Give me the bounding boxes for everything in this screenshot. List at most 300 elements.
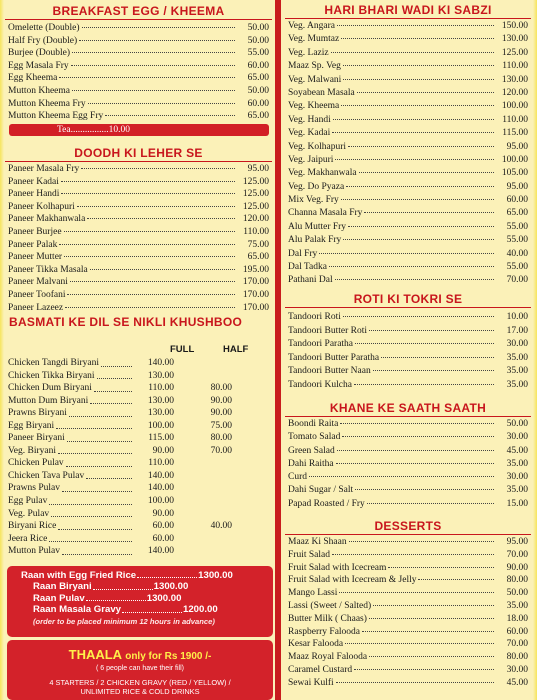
biryani-full-price: 110.00 — [148, 383, 174, 394]
menu-item-row — [288, 167, 528, 180]
leader-dots — [105, 115, 235, 116]
menu-item-row — [8, 35, 269, 48]
leader-dots — [65, 307, 235, 308]
menu-item-price: 130.00 — [501, 34, 528, 45]
menu-item-name: Dal Tadka — [288, 262, 327, 273]
biryani-item-row — [8, 545, 269, 558]
menu-item-price: 35.00 — [506, 366, 528, 377]
menu-item-row — [288, 471, 528, 484]
biryani-half-price: 90.00 — [210, 408, 232, 419]
menu-item-price: 60.00 — [506, 626, 528, 637]
biryani-item-row — [8, 457, 269, 470]
biryani-item-name-cell — [8, 482, 134, 495]
biryani-item-name-cell — [8, 520, 134, 533]
menu-item-price: 50.00 — [247, 85, 269, 96]
menu-item-name: Veg. Do Pyaza — [288, 181, 345, 192]
menu-item-row — [8, 60, 269, 73]
thaala-box — [7, 640, 273, 700]
menu-item-name: Tandoori Butter Paratha — [288, 352, 380, 363]
menu-item-price: 15.00 — [506, 498, 528, 509]
biryani-item-name: Biryani Rice — [8, 521, 57, 532]
biryani-item-row — [8, 370, 269, 383]
menu-item-price: 110.00 — [243, 226, 269, 237]
biryani-item-row — [8, 508, 269, 521]
leader-dots — [58, 445, 132, 455]
biryani-full-price: 110.00 — [148, 458, 174, 469]
biryani-half-price: 75.00 — [210, 420, 232, 431]
tea-name: Tea — [57, 125, 71, 135]
leader-dots — [359, 172, 494, 173]
menu-item-name: Veg. Handi — [288, 114, 331, 125]
menu-item-price: 170.00 — [242, 302, 269, 313]
biryani-item-row — [8, 357, 269, 370]
menu-item-price: 45.00 — [506, 677, 528, 688]
doodh-title: DOODH KI LEHER SE — [74, 146, 203, 160]
menu-item-price: 120.00 — [501, 87, 528, 98]
menu-item-name: Fruit Salad with Icecream & Jelly — [288, 575, 417, 586]
leader-dots — [364, 212, 494, 213]
leader-dots — [343, 65, 494, 66]
biryani-item-name: Paneer Biryani — [8, 433, 65, 444]
menu-item-name: Veg. Kadai — [288, 128, 331, 139]
leader-dots — [367, 503, 494, 504]
biryani-item-name-cell — [8, 420, 134, 433]
thaala-offer: only for Rs 1900 /- — [125, 651, 212, 662]
menu-item-price: 30.00 — [506, 664, 528, 675]
raan-item-price: 1300.00 — [153, 581, 189, 593]
doodh-list — [8, 163, 269, 314]
menu-item-name: Alu Mutter Fry — [288, 221, 347, 232]
menu-item-price: 35.00 — [506, 485, 528, 496]
raan-box — [7, 566, 273, 637]
menu-item-name: Burjee (Double) — [8, 48, 70, 59]
menu-item-row — [288, 274, 528, 287]
biryani-item-name: Veg. Biryani — [8, 445, 57, 456]
menu-item-name: Paneer Mutter — [8, 252, 63, 263]
menu-item-row — [288, 325, 528, 339]
menu-item-price: 170.00 — [242, 277, 269, 288]
menu-item-price: 30.00 — [506, 432, 528, 443]
menu-item-price: 55.00 — [506, 221, 528, 232]
menu-item-price: 120.00 — [242, 214, 269, 225]
menu-item-row — [288, 574, 528, 587]
menu-item-name: Fruit Salad — [288, 549, 330, 560]
biryani-item-row — [8, 395, 269, 408]
full-column-header: FULL — [170, 344, 195, 355]
biryani-item-name-cell — [8, 432, 134, 445]
leader-dots — [62, 482, 132, 492]
leader-dots — [67, 294, 235, 295]
leader-dots — [355, 489, 494, 490]
saath-title: KHANE KE SAATH SAATH — [329, 401, 487, 415]
leader-dots — [49, 495, 132, 505]
biryani-item-name-cell — [8, 533, 134, 546]
divider — [285, 416, 531, 417]
leader-dots — [331, 52, 494, 53]
menu-item-price: 10.00 — [506, 312, 528, 322]
leader-dots — [137, 567, 197, 578]
biryani-item-row — [8, 420, 269, 433]
menu-item-row — [288, 221, 528, 234]
biryani-item-row — [8, 382, 269, 395]
leader-dots — [90, 269, 235, 270]
menu-item-row — [288, 154, 528, 167]
menu-item-row — [8, 251, 269, 264]
leader-dots — [79, 40, 235, 41]
menu-item-price: 55.00 — [506, 262, 528, 273]
leader-dots — [101, 357, 132, 367]
biryani-full-price: 130.00 — [147, 395, 174, 406]
menu-item-price: 60.00 — [506, 195, 528, 206]
menu-item-row — [288, 47, 528, 60]
menu-item-name: Alu Palak Fry — [288, 235, 342, 246]
biryani-item-name-cell — [8, 407, 134, 420]
menu-item-row — [288, 484, 528, 497]
menu-item-row — [8, 98, 269, 111]
menu-item-name: Paneer Kolhapuri — [8, 201, 75, 212]
leader-dots — [362, 631, 494, 632]
divider — [5, 161, 272, 162]
menu-item-name: Maaz Sp. Veg — [288, 61, 341, 72]
leader-dots — [332, 554, 494, 555]
biryani-item-name-cell — [8, 495, 134, 508]
biryani-item-row — [8, 445, 269, 458]
raan-item-row — [7, 604, 273, 615]
menu-item-price: 55.00 — [247, 48, 269, 59]
biryani-item-name: Egg Pulav — [8, 496, 48, 507]
raan-item-price: 1300.00 — [146, 592, 182, 604]
menu-item-name: Paneer Malvani — [8, 277, 68, 288]
menu-item-name: Paneer Toofani — [8, 289, 66, 300]
leader-dots — [335, 279, 494, 280]
leader-dots — [343, 79, 494, 80]
biryani-full-price: 130.00 — [147, 408, 174, 419]
menu-item-price: 65.00 — [247, 73, 269, 84]
biryani-title: BASMATI KE DIL SE NIKLI KHUSHBOO — [9, 315, 243, 329]
menu-item-row — [288, 261, 528, 274]
biryani-item-row — [8, 482, 269, 495]
leader-dots — [81, 168, 235, 169]
biryani-item-name-cell — [8, 470, 134, 483]
menu-item-row — [288, 613, 528, 626]
menu-item-price: 60.00 — [247, 98, 269, 109]
leader-dots — [349, 541, 494, 542]
roti-list — [288, 311, 528, 393]
biryani-full-price: 100.00 — [147, 496, 174, 507]
menu-item-price: 35.00 — [506, 600, 528, 611]
menu-item-row — [8, 110, 269, 123]
thaala-title: THAALA — [68, 647, 122, 662]
leader-dots — [64, 256, 235, 257]
menu-item-price: 95.00 — [247, 164, 269, 174]
biryani-half-price: 70.00 — [210, 445, 232, 456]
menu-item-price: 90.00 — [506, 562, 528, 573]
menu-item-price: 95.00 — [506, 141, 528, 152]
menu-item-row — [288, 127, 528, 140]
leader-dots — [97, 370, 132, 380]
menu-item-price: 100.00 — [501, 154, 528, 165]
menu-item-row — [288, 600, 528, 613]
menu-item-row — [8, 188, 269, 201]
biryani-item-name-cell — [8, 445, 134, 458]
menu-item-price: 30.00 — [506, 472, 528, 483]
leader-dots — [93, 578, 153, 589]
menu-item-name: Omelette (Double) — [8, 23, 80, 33]
menu-item-row — [288, 87, 528, 100]
leader-dots — [58, 520, 132, 530]
menu-item-name: Green Salad — [288, 445, 335, 456]
menu-item-row — [288, 20, 528, 33]
menu-item-name: Half Fry (Double) — [8, 35, 78, 46]
menu-item-name: Fruit Salad with Icecream — [288, 562, 387, 573]
menu-item-price: 30.00 — [506, 339, 528, 350]
menu-item-price: 80.00 — [506, 652, 528, 663]
menu-item-price: 130.00 — [501, 74, 528, 85]
leader-dots — [336, 682, 494, 683]
biryani-item-name-cell — [8, 508, 134, 521]
biryani-item-name: Egg Biryani — [8, 420, 55, 431]
leader-dots — [86, 590, 146, 601]
menu-item-name: Paneer Kadai — [8, 176, 59, 187]
menu-item-name: Lassi (Sweet / Salted) — [288, 600, 372, 611]
leader-dots — [348, 226, 494, 227]
leader-dots — [373, 370, 494, 371]
menu-item-price: 60.00 — [247, 60, 269, 71]
menu-item-price: 115.00 — [502, 128, 528, 139]
menu-item-price: 125.00 — [501, 47, 528, 58]
leader-dots — [122, 601, 182, 612]
biryani-full-price: 140.00 — [147, 358, 174, 368]
biryani-item-name-cell — [8, 457, 134, 470]
menu-item-row — [8, 264, 269, 277]
thaala-line-2: UNLIMITED RICE & COLD DRINKS — [80, 687, 200, 696]
menu-item-name: Paneer Handi — [8, 189, 60, 200]
menu-item-name: Soyabean Masala — [288, 87, 355, 98]
leader-dots — [336, 463, 494, 464]
menu-item-price: 70.00 — [506, 549, 528, 560]
menu-item-name: Veg. Kolhapuri — [288, 141, 347, 152]
leader-dots — [82, 27, 236, 28]
biryani-half-price: 80.00 — [210, 383, 232, 394]
menu-item-name: Caramel Custard — [288, 664, 353, 675]
menu-item-name: Tandoori Butter Naan — [288, 366, 371, 377]
biryani-item-name: Chicken Pulav — [8, 458, 64, 469]
menu-item-price: 110.00 — [502, 61, 528, 72]
thaala-people: ( 6 people can have their fill) — [96, 665, 184, 672]
leader-dots — [77, 206, 235, 207]
menu-item-row — [288, 352, 528, 366]
biryani-item-name: Veg. Pulav — [8, 508, 50, 519]
biryani-item-row — [8, 495, 269, 508]
leader-dots — [346, 186, 494, 187]
menu-item-row — [288, 587, 528, 600]
leader-dots — [332, 132, 494, 133]
biryani-full-price: 90.00 — [152, 508, 174, 519]
menu-item-row — [8, 72, 269, 85]
menu-item-row — [8, 22, 269, 35]
leader-dots — [329, 266, 494, 267]
roti-title: ROTI KI TOKRI SE — [353, 292, 463, 306]
menu-item-name: Tandoori Roti — [288, 312, 341, 322]
desserts-list — [288, 536, 528, 690]
tea-price: 10.00 — [108, 125, 130, 135]
leader-dots — [337, 450, 494, 451]
leader-dots — [59, 77, 235, 78]
leader-dots — [66, 457, 132, 467]
biryani-full-price: 60.00 — [152, 533, 174, 544]
leader-dots — [341, 105, 494, 106]
biryani-item-row — [8, 407, 269, 420]
menu-item-name: Dahi Sugar / Salt — [288, 485, 354, 496]
biryani-full-price: 140.00 — [147, 483, 174, 494]
biryani-item-name: Mutton Pulav — [8, 546, 60, 557]
menu-item-row — [288, 33, 528, 46]
biryani-full-price: 140.00 — [147, 546, 174, 557]
leader-dots — [418, 579, 494, 580]
leader-dots — [49, 533, 132, 543]
leader-dots — [337, 25, 494, 26]
menu-item-row — [288, 234, 528, 247]
menu-item-row — [8, 302, 269, 315]
menu-item-name: Maaz Royal Falooda — [288, 652, 368, 663]
biryani-full-price: 90.00 — [152, 445, 174, 456]
menu-item-price: 125.00 — [242, 201, 269, 212]
menu-item-price: 50.00 — [247, 35, 269, 46]
leader-dots — [335, 159, 494, 160]
menu-item-row — [288, 562, 528, 575]
raan-item-name: Raan Pulav — [33, 592, 85, 604]
tea-dots: ................ — [70, 125, 109, 135]
leader-dots — [343, 316, 494, 317]
leader-dots — [69, 407, 132, 417]
menu-item-price: 45.00 — [506, 445, 528, 456]
biryani-item-name: Mutton Dum Biryani — [8, 395, 89, 406]
menu-item-name: Raspberry Falooda — [288, 626, 361, 637]
leader-dots — [355, 343, 494, 344]
menu-item-row — [288, 549, 528, 562]
biryani-item-row — [8, 520, 269, 533]
biryani-item-name-cell — [8, 545, 134, 558]
menu-item-price: 110.00 — [502, 114, 528, 125]
leader-dots — [341, 199, 494, 200]
menu-item-price: 18.00 — [506, 613, 528, 624]
leader-dots — [72, 90, 235, 91]
leader-dots — [309, 476, 494, 477]
leader-dots — [70, 281, 235, 282]
leader-dots — [341, 38, 494, 39]
menu-item-row — [288, 536, 528, 549]
leader-dots — [339, 592, 494, 593]
menu-item-row — [288, 445, 528, 458]
biryani-item-name: Prawns Biryani — [8, 408, 67, 419]
menu-item-price: 100.00 — [501, 101, 528, 112]
half-column-header: HALF — [223, 344, 249, 355]
raan-item-price: 1200.00 — [183, 604, 218, 616]
menu-item-row — [8, 276, 269, 289]
biryani-item-name: Chicken Tava Pulav — [8, 470, 85, 481]
biryani-item-row — [8, 432, 269, 445]
menu-item-row — [8, 201, 269, 214]
menu-item-row — [288, 114, 528, 127]
menu-item-name: Papad Roasted / Fry — [288, 498, 365, 509]
biryani-item-row — [8, 533, 269, 546]
menu-item-name: Sewai Kulfi — [288, 677, 334, 688]
menu-item-price: 35.00 — [506, 352, 528, 363]
biryani-half-price: 80.00 — [210, 433, 232, 444]
divider — [285, 18, 531, 19]
menu-item-name: Egg Masala Fry — [8, 60, 69, 71]
menu-item-price: 50.00 — [506, 419, 528, 429]
leader-dots — [340, 423, 494, 424]
menu-item-name: Veg. Kheema — [288, 101, 340, 112]
leader-dots — [90, 395, 132, 405]
menu-item-price: 70.00 — [506, 275, 528, 286]
menu-item-name: Veg. Jaipuri — [288, 154, 334, 165]
menu-item-price: 35.00 — [506, 458, 528, 469]
leader-dots — [72, 52, 235, 53]
menu-item-row — [288, 638, 528, 651]
menu-item-row — [8, 289, 269, 302]
menu-item-name: Paneer Palak — [8, 239, 58, 250]
menu-item-name: Maaz Ki Shaan — [288, 537, 347, 547]
leader-dots — [87, 218, 235, 219]
menu-item-price: 80.00 — [506, 575, 528, 586]
leader-dots — [61, 181, 235, 182]
biryani-full-price: 100.00 — [147, 420, 174, 431]
menu-item-name: Tandoori Butter Roti — [288, 325, 368, 336]
leader-dots — [319, 253, 494, 254]
menu-item-price: 75.00 — [247, 239, 269, 250]
menu-item-name: Veg. Malwani — [288, 74, 342, 85]
menu-item-price: 50.00 — [506, 588, 528, 599]
divider — [285, 307, 531, 308]
menu-item-price: 50.00 — [247, 23, 269, 33]
menu-item-row — [288, 365, 528, 379]
menu-item-name: Butter Milk ( Chaas) — [288, 613, 367, 624]
menu-item-name: Mango Lassi — [288, 588, 338, 599]
menu-item-price: 65.00 — [247, 252, 269, 263]
leader-dots — [369, 618, 494, 619]
leader-dots — [61, 193, 235, 194]
menu-item-name: Dahi Raitha — [288, 458, 334, 469]
leader-dots — [388, 567, 494, 568]
biryani-full-price: 115.00 — [148, 433, 174, 444]
menu-item-row — [8, 47, 269, 60]
menu-item-price: 95.00 — [506, 537, 528, 547]
divider — [5, 19, 272, 20]
leader-dots — [373, 605, 494, 606]
menu-item-row — [288, 418, 528, 431]
menu-item-name: Channa Masala Fry — [288, 208, 363, 219]
leader-dots — [71, 65, 235, 66]
menu-item-name: Paneer Burjee — [8, 226, 62, 237]
menu-item-name: Dal Fry — [288, 248, 318, 259]
raan-item-name: Raan with Egg Fried Rice — [21, 570, 137, 581]
menu-item-name: Mix Veg. Fry — [288, 195, 339, 206]
menu-item-row — [288, 100, 528, 113]
leader-dots — [62, 545, 132, 555]
biryani-item-name-cell — [8, 370, 134, 383]
menu-item-name: Tomato Salad — [288, 432, 341, 443]
breakfast-title: BREAKFAST EGG / KHEEMA — [52, 4, 225, 18]
menu-item-name: Veg. Mumtaz — [288, 34, 340, 45]
menu-item-name: Mutton Kheema Egg Fry — [8, 111, 104, 122]
menu-item-row — [8, 226, 269, 239]
leader-dots — [342, 436, 494, 437]
biryani-item-name-cell — [8, 382, 134, 395]
biryani-half-price: 90.00 — [210, 395, 232, 406]
menu-item-price: 70.00 — [506, 639, 528, 650]
